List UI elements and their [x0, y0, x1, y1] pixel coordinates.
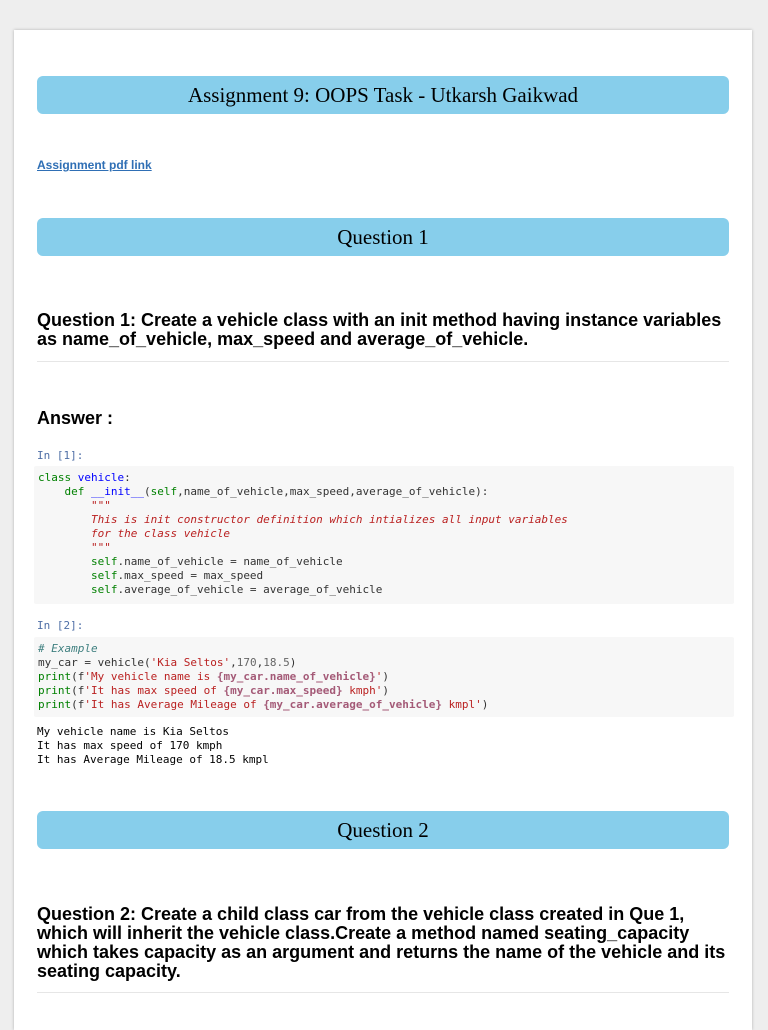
title-banner-text: Assignment 9: OOPS Task - Utkarsh Gaikwad [187, 82, 579, 107]
assignment-pdf-link[interactable]: Assignment pdf link [37, 158, 152, 172]
code-line [34, 642, 734, 656]
code-token: .average_of_vehicle = average_of_vehicle [117, 583, 383, 596]
code-token: ) [481, 698, 489, 711]
code-line [34, 513, 734, 527]
notebook-page [14, 30, 752, 1030]
code-token: 170 [236, 656, 257, 669]
code-line [34, 471, 734, 485]
code-token: This is init constructor definition which intializes all input variables [90, 513, 568, 526]
question1-banner [37, 218, 729, 256]
code-line [34, 527, 734, 541]
code-line [34, 670, 734, 684]
code-token: """ [90, 541, 111, 554]
code-token: ) [289, 656, 297, 669]
code-token: kmph' [342, 684, 383, 697]
code-token: kmpl' [442, 698, 482, 711]
cell1-prompt: In [1]: [37, 449, 84, 462]
code-token: for the class vehicle [90, 527, 231, 540]
code-token: """ [90, 499, 111, 512]
output-line: My vehicle name is Kia Seltos [37, 725, 230, 738]
question2-text: Question 2: Create a child class car from the vehicle class created in Que 1, which will inherit the vehicle class.Create a method named seating_capacity which takes capacity as an argument and returns the name of the vehicle and its seating capacity. [37, 904, 726, 981]
code-token: 'My vehicle name is [84, 670, 217, 683]
code-token: : [124, 471, 131, 484]
code-token: print [38, 670, 72, 683]
code-line [34, 684, 734, 698]
code-token: __init__ [91, 485, 144, 498]
code-token: {my_car.name_of_vehicle} [216, 670, 376, 683]
code-token: (f [71, 684, 85, 697]
code-token: ) [382, 684, 390, 697]
code-token: 18.5 [263, 656, 290, 669]
question2-banner-text: Question 2 [337, 817, 429, 842]
output-line: It has max speed of 170 kmph [37, 739, 223, 752]
code-line [34, 499, 734, 513]
code-token: self [90, 583, 118, 596]
code-token: ,name_of_vehicle,max_speed,average_of_vehicle): [177, 485, 489, 498]
divider [37, 992, 729, 993]
code-token: .max_speed = max_speed [117, 569, 264, 582]
code-line [34, 656, 734, 670]
output-line: It has Average Mileage of 18.5 kmpl [37, 753, 269, 766]
code-line [34, 569, 734, 583]
code-line [34, 583, 734, 597]
code-token: self [150, 485, 178, 498]
code-token: .name_of_vehicle = name_of_vehicle [117, 555, 343, 568]
code-token: ' [375, 670, 383, 683]
code-token: ( [143, 485, 151, 498]
code-token: print [38, 684, 72, 697]
divider [37, 361, 729, 362]
code-token: my_car = vehicle( [38, 656, 151, 669]
code-line [34, 555, 734, 569]
code-token: (f [71, 670, 85, 683]
code-token: self [90, 555, 118, 568]
code-token: print [38, 698, 72, 711]
question1-text: Question 1: Create a vehicle class with an init method having instance variables as name_of_vehicle, max_speed and average_of_vehicle. [37, 310, 722, 349]
code-line [34, 485, 734, 499]
code-token: {my_car.average_of_vehicle} [263, 698, 442, 711]
answer-label: Answer : [37, 408, 114, 428]
code-token: self [90, 569, 118, 582]
code-line [34, 698, 734, 712]
code-token: class [38, 471, 72, 484]
code-token: # Example [38, 642, 98, 655]
title-banner [37, 76, 729, 114]
code-token: 'Kia Seltos' [150, 656, 231, 669]
code-token: {my_car.max_speed} [223, 684, 343, 697]
code-token: def [64, 485, 85, 498]
code-line [34, 541, 734, 555]
code-token: (f [71, 698, 85, 711]
cell2-code[interactable] [34, 637, 734, 717]
code-token: vehicle [77, 471, 125, 484]
code-token: , [230, 656, 237, 669]
question2-banner [37, 811, 729, 849]
question1-banner-text: Question 1 [337, 224, 429, 249]
code-token: ) [382, 670, 390, 683]
cell2-output [37, 725, 269, 767]
cell1-code[interactable] [34, 466, 734, 604]
code-token: 'It has max speed of [84, 684, 224, 697]
cell2-prompt: In [2]: [37, 619, 84, 632]
code-token: 'It has Average Mileage of [84, 698, 264, 711]
code-token: , [256, 656, 264, 669]
